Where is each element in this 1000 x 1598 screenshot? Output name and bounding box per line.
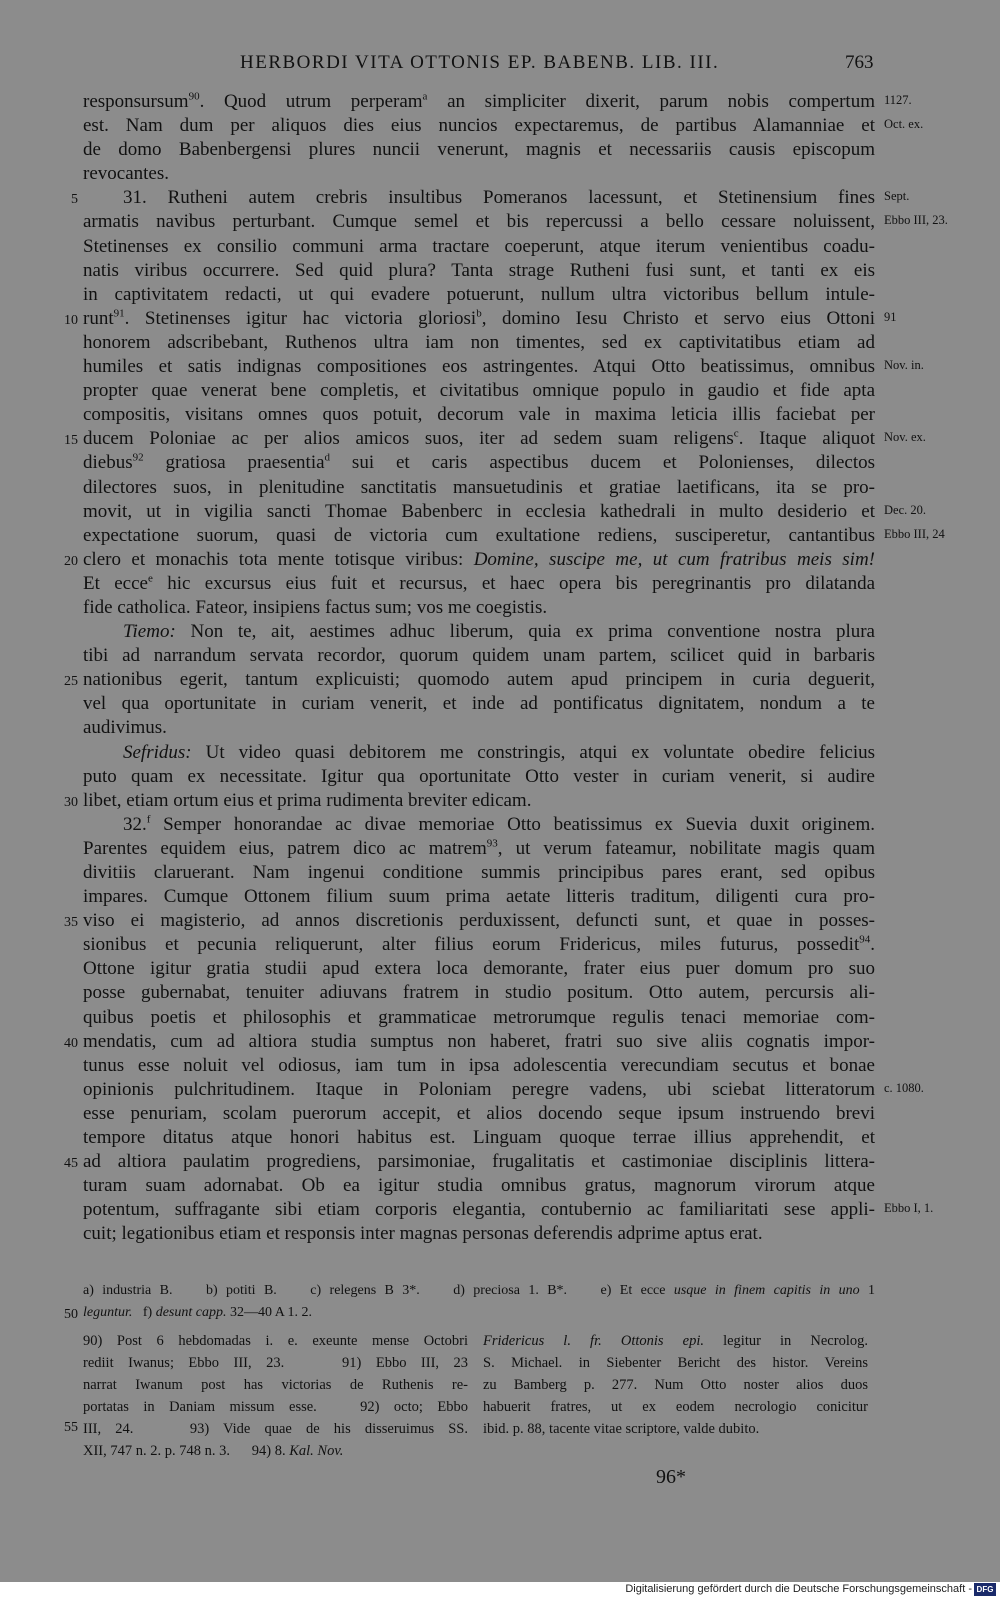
line-text: armatis navibus perturbant. Cumque semel et bis repercussi a bello cessare noluissent,: [83, 211, 875, 233]
text-line: [0, 476, 1000, 500]
page-number: 763: [845, 52, 874, 73]
line-text: diebus$^{92}$ gratiosa praesentia$^d$ sui et caris aspectibus ducem et Polonienses, dilectos: [83, 452, 876, 474]
footnote-line: habuerit fratres, ut ex eodem necrologio conicitur: [483, 1399, 868, 1415]
line-text: vel qua oportunitate in curiam venerit, et inde ad pontificatus dignitatem, nondum a te: [83, 693, 875, 715]
line-text: puto quam ex necessitate. Igitur qua oportunitate Otto vester in curiam venerit, si audire: [83, 765, 875, 787]
main-text: [0, 90, 1000, 1247]
text-line: [0, 765, 1000, 789]
text-line: [0, 1078, 1000, 1102]
text-line: [0, 789, 1000, 813]
line-number: 40: [64, 1035, 78, 1051]
line-text: honorem adscribebant, Ruthenos ultra iam non timentes, sed ex captivitatibus etiam ad: [83, 331, 875, 353]
line-text: Stetinenses ex consilio communi arma tractare coeperunt, atque iterum venientibus coadu-: [83, 235, 875, 257]
footer-text: Digitalisierung gefördert durch die Deutsche Forschungsgemeinschaft -: [625, 1583, 972, 1595]
text-line: [0, 1030, 1000, 1054]
text-line: [0, 644, 1000, 668]
apparatus-line: [0, 1280, 1000, 1302]
margin-note: c. 1080.: [884, 1080, 924, 1095]
header-title: HERBORDI VITA OTTONIS EP. BABENB. LIB. III.: [240, 52, 720, 73]
text-line: [0, 114, 1000, 138]
line-text: opinionis pulchritudinem. Itaque in Poloniam peregre vadens, ubi sciebat litteratorum: [83, 1078, 875, 1100]
line-number: 5: [71, 192, 78, 208]
dfg-logo: DFG: [974, 1583, 996, 1596]
line-text: natis viribus occurrere. Sed quid plura? Tanta strage Rutheni fusi sunt, et tanti ex eis: [83, 259, 875, 281]
line-text: ducem Poloniae ac per alios amicos suos, iter ad sedem suam religens$^c$. Itaque aliquot: [83, 427, 875, 450]
line-number: 55: [64, 1420, 78, 1435]
margin-note: Nov. ex.: [884, 430, 926, 445]
apparatus-line: [0, 1302, 1000, 1324]
text-line: [0, 427, 1000, 451]
apparatus-text: leguntur. f) desunt capp. 32—40 A 1. 2.: [83, 1305, 313, 1320]
line-text: runt$^{91}$. Stetinenses igitur hac victoria gloriosi$^b$, domino Iesu Christo et servo eius Ottoni: [83, 307, 875, 329]
text-line: [0, 138, 1000, 162]
line-text: Sefridus: Ut video quasi debitorem me constringis, atqui ex voluntate obedire felicius: [123, 741, 875, 763]
line-text: esse penuriam, scolam puerorum accepit, et alios docendo seque ipsum instruendo brevi: [83, 1102, 875, 1124]
line-text: sionibus et pecunia reliquerunt, alter filius eorum Fridericus, miles futurus, possedit$^{94}$.: [83, 933, 875, 956]
margin-note: Nov. in.: [884, 358, 924, 373]
line-text: clero et monachis tota mente totisque viribus: Domine, suscipe me, ut cum fratribus meis sim!: [83, 548, 875, 570]
text-line: [0, 355, 1000, 379]
footnote-line: ibid. p. 88, tacente vitae scriptore, valde dubito.: [483, 1421, 760, 1437]
line-text: tunus esse noluit vel odiosus, iam tum in ipsa adolescentia verecundiam secutus et bonae: [83, 1054, 875, 1076]
line-number: 25: [64, 674, 78, 690]
text-line: [0, 957, 1000, 981]
line-number: 45: [64, 1156, 78, 1172]
footnotes-left-column: [83, 1330, 468, 1462]
text-line: [0, 741, 1000, 765]
text-line: [0, 548, 1000, 572]
line-text: Et ecce$^e$ hic excursus eius fuit et recursus, et haec opera bis peregrinantis pro dilatanda: [83, 572, 875, 594]
text-line: [0, 259, 1000, 283]
text-line: [0, 837, 1000, 861]
line-text: fide catholica. Fateor, insipiens factus sum; vos me coegistis.: [83, 596, 548, 618]
line-text: movit, ut in vigilia sancti Thomae Babenberc in ecclesia kathedrali in multo desiderio et: [83, 500, 875, 522]
margin-note: 1127.: [884, 93, 912, 107]
line-text: cuit; legationibus etiam et responsis inter magnas personas deferendis adprime aptus erat.: [83, 1223, 763, 1245]
text-line: [0, 186, 1000, 210]
line-text: Ottone igitur gratia studii apud extera loca demorante, frater eius puer domum pro suo: [83, 958, 875, 980]
margin-note: Sept.: [884, 189, 910, 204]
text-line: [0, 861, 1000, 885]
line-text: expectatione suorum, quasi de victoria cum exultatione rediens, susciperetur, cantantibus: [83, 524, 875, 546]
text-line: [0, 307, 1000, 331]
footnote-line: 90) Post 6 hebdomadas i. e. exeunte mense Octobri: [83, 1333, 468, 1349]
line-number: 10: [64, 312, 78, 328]
line-text: ad altiora paulatim progrediens, parsimoniae, frugalitatis et castimoniae disciplinis littera-: [83, 1151, 875, 1173]
line-text: divitiis claruerant. Nam ingenui conditione summis principibus pares erant, sed opibus: [83, 862, 875, 883]
line-text: posse gubernabat, tenuiter adiuvans fratrem in studio positum. Otto autem, percursis ali-: [83, 982, 875, 1004]
text-line: [0, 1150, 1000, 1174]
margin-note: Ebbo III, 24: [884, 526, 945, 541]
text-line: [0, 379, 1000, 403]
footnote-line: narrat Iwanum post has victorias de Ruthenis re-: [83, 1377, 468, 1393]
line-text: mendatis, cum ad altiora studia sumptus non haberet, fratri suo sive aliis cognatis impor-: [83, 1030, 875, 1052]
apparatus-text: a) industria B. b) potiti B. c) relegens B 3*. d) preciosa 1. B*. e) Et ecce usque in finem capitis in uno 1: [83, 1283, 876, 1298]
line-text: turam suam adornabat. Ob ea igitur studia omnibus gratus, magnorum virorum atque: [83, 1175, 875, 1197]
line-text: nationibus egerit, tantum explicuisti; quomodo autem apud principem in curia deguerit,: [83, 669, 875, 691]
text-line: [0, 668, 1000, 692]
text-line: [0, 524, 1000, 548]
line-text: humiles et satis indignas compositiones eos astringentes. Atqui Otto beatissimus, omnibus: [83, 356, 875, 378]
footnote-line: III, 24. 93) Vide quae de his disseruimus SS.: [83, 1421, 468, 1437]
line-text: quibus poetis et philosophis et grammaticae metrorumque regulis tenaci memoriae com-: [83, 1006, 875, 1028]
critical-apparatus: [0, 1280, 1000, 1324]
line-text: est. Nam dum per aliquos dies eius nuncios expectaremus, de partibus Alamanniae et: [83, 115, 875, 137]
text-line: [0, 1222, 1000, 1246]
text-line: [0, 1102, 1000, 1126]
text-line: [0, 1054, 1000, 1078]
line-number: 35: [64, 915, 78, 931]
line-text: Parentes equidem eius, patrem dico ac matrem$^{93}$, ut verum fateamur, nobilitate magis quam: [83, 837, 875, 859]
text-line: [0, 1174, 1000, 1198]
text-line: [0, 933, 1000, 957]
footer-bar: [0, 1582, 1000, 1598]
margin-note: Oct. ex.: [884, 117, 924, 132]
text-line: [0, 885, 1000, 909]
margin-note: Ebbo III, 23.: [884, 213, 948, 228]
line-number: 15: [64, 433, 78, 449]
footnotes-right-column: [483, 1330, 868, 1440]
line-text: 32.$^f$ Semper honorandae ac divae memoriae Otto beatissimus ex Suevia duxit originem.: [123, 813, 875, 835]
running-header: [0, 48, 1000, 80]
line-text: audivimus.: [83, 717, 167, 739]
text-line: [0, 596, 1000, 620]
line-text: impares. Cumque Ottonem filium suum prima aetate litteris traditum, diligenti cura pro-: [83, 886, 875, 908]
line-text: dilectores suos, in plenitudine sanctitatis mansuetudinis et gratiae laetificans, ita se pro-: [83, 476, 875, 498]
text-line: [0, 692, 1000, 716]
text-line: [0, 162, 1000, 186]
line-number: 20: [64, 553, 78, 569]
footnote-line: zu Bamberg p. 277. Num Otto noster alios duos: [483, 1377, 868, 1393]
line-text: 31. Rutheni autem crebris insultibus Pomeranos lacessunt, et Stetinensium fines: [123, 187, 875, 209]
line-text: potentum, suffragante sibi etiam corporis elegantia, contubernio ac familiaritati sese appli-: [83, 1199, 875, 1221]
text-line: [0, 500, 1000, 524]
line-text: propter quae venerat bene completis, et civitatibus omnique populo in gaudio et fide apta: [83, 380, 875, 402]
text-line: [0, 716, 1000, 740]
line-text: Tiemo: Non te, ait, aestimes adhuc liberum, quia ex prima conventione nostra plura: [123, 621, 875, 643]
footnote-line: XII, 747 n. 2. p. 748 n. 3. 94) 8. Kal. Nov.: [83, 1443, 344, 1459]
line-text: libet, etiam ortum eius et prima rudimenta breviter edicam.: [83, 789, 532, 811]
line-text: responsursum$^{90}$. Quod utrum perperam$^a$ an simpliciter dixerit, parum nobis compertum: [83, 90, 875, 112]
footnote-line: rediit Iwanus; Ebbo III, 23. 91) Ebbo III, 23: [83, 1355, 468, 1371]
text-line: [0, 331, 1000, 355]
line-number: 30: [64, 794, 78, 810]
footnote-line: Fridericus l. fr. Ottonis epi. legitur in Necrolog.: [483, 1333, 868, 1349]
line-text: de domo Babenbergensi plures nuncii venerunt, magnis et necessariis causis episcopum: [83, 139, 875, 161]
line-number: 50: [64, 1307, 78, 1322]
text-line: [0, 451, 1000, 475]
footnote-line: S. Michael. in Siebenter Bericht des histor. Vereins: [483, 1355, 868, 1371]
text-line: [0, 210, 1000, 234]
margin-note: Dec. 20.: [884, 502, 926, 517]
text-line: [0, 1198, 1000, 1222]
text-line: [0, 572, 1000, 596]
text-line: [0, 283, 1000, 307]
text-line: [0, 235, 1000, 259]
line-text: viso ei magisterio, ad annos discretionis perduxissent, defuncti sunt, et quae in posses-: [83, 910, 875, 932]
text-line: [0, 1006, 1000, 1030]
text-line: [0, 909, 1000, 933]
signature-mark: 96*: [656, 1466, 686, 1488]
line-text: in captivitatem redacti, ut qui evadere potuerunt, nullum ultra victoribus bellum intule-: [83, 283, 875, 305]
text-line: [0, 620, 1000, 644]
text-line: [0, 403, 1000, 427]
margin-note: Ebbo I, 1.: [884, 1201, 934, 1216]
text-line: [0, 90, 1000, 114]
line-text: tempore ditatus atque honori habitus est. Linguam quoque terrae illius apprehendit, et: [83, 1127, 875, 1149]
footnote-line: portatas in Daniam missum esse. 92) octo; Ebbo: [83, 1399, 468, 1415]
text-line: [0, 1126, 1000, 1150]
line-text: tibi ad narrandum servata recordor, quorum quidem unam partem, scilicet quid in barbaris: [83, 645, 875, 667]
margin-note: 91: [884, 309, 897, 324]
line-text: compositis, visitans omnes quos potuit, decorum vale in maxima leticia illis faciebat per: [83, 404, 875, 426]
line-text: revocantes.: [83, 163, 169, 185]
text-line: [0, 813, 1000, 837]
text-line: [0, 981, 1000, 1005]
